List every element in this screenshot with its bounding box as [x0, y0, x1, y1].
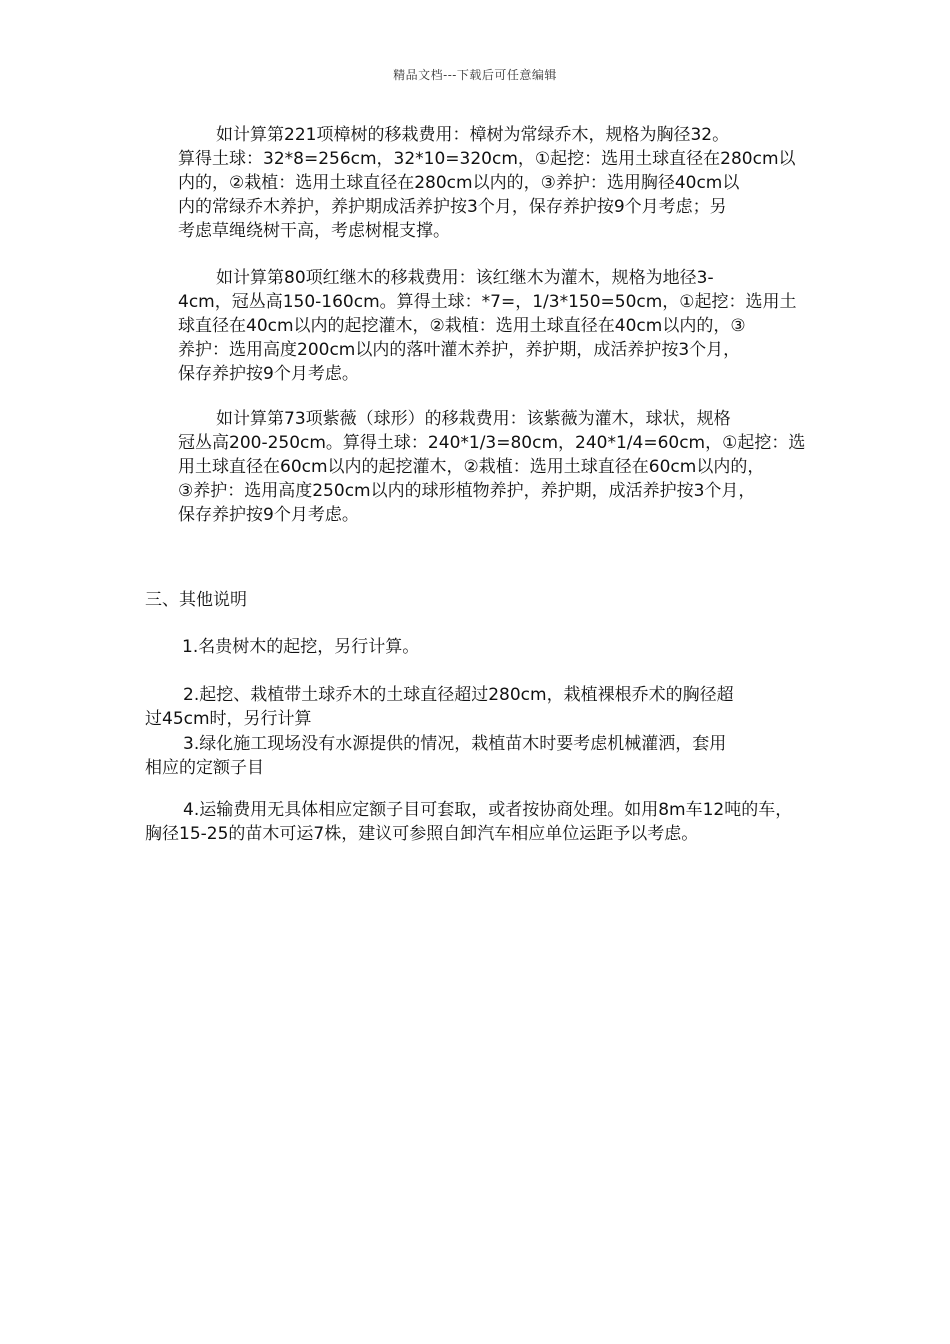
note-line: 相应的定额子目	[145, 758, 264, 778]
paragraph-line: ③养护：选用高度250cm以内的球形植物养护，养护期，成活养护按3个月，	[178, 481, 756, 501]
paragraph-line: 保存养护按9个月考虑。	[178, 505, 359, 525]
paragraph-line: 算得土球：32*8=256cm，32*10=320cm，①起挖：选用土球直径在280cm以	[178, 149, 796, 169]
paragraph-line: 如计算第73项紫薇（球形）的移栽费用：该紫薇为灌木，球状，规格	[216, 409, 731, 429]
paragraph-line: 保存养护按9个月考虑。	[178, 364, 359, 384]
example-paragraph-3	[178, 407, 805, 527]
note-1	[182, 635, 419, 659]
paragraph-line: 内的，②栽植：选用土球直径在280cm以内的，③养护：选用胸径40cm以	[178, 173, 740, 193]
paragraph-line: 用土球直径在60cm以内的起挖灌木，②栽植：选用土球直径在60cm以内的，	[178, 457, 765, 477]
note-4	[145, 798, 792, 846]
paragraph-line: 球直径在40cm以内的起挖灌木，②栽植：选用土球直径在40cm以内的，③	[178, 316, 746, 336]
example-paragraph-1	[178, 123, 796, 243]
paragraph-line: 内的常绿乔木养护，养护期成活养护按3个月，保存养护按9个月考虑；另	[178, 197, 727, 217]
note-line: 胸径15-25的苗木可运7株，建议可参照自卸汽车相应单位运距予以考虑。	[145, 824, 699, 844]
note-3	[145, 732, 726, 780]
paragraph-line: 如计算第221项樟树的移栽费用：樟树为常绿乔木，规格为胸径32。	[216, 125, 730, 145]
paragraph-line: 考虑草绳绕树干高，考虑树棍支撑。	[178, 221, 450, 241]
note-line: 4.运输费用无具体相应定额子目可套取，或者按协商处理。如用8m车12吨的车，	[183, 800, 793, 820]
note-line: 1.名贵树木的起挖，另行计算。	[182, 637, 420, 657]
page-header: 精品文档---下载后可任意编辑	[393, 68, 557, 82]
note-line: 过45cm时，另行计算	[145, 709, 312, 729]
note-2	[145, 683, 734, 731]
section-title: 三、其他说明	[145, 590, 247, 610]
paragraph-line: 4cm，冠丛高150-160cm。算得土球：*7=，1/3*150=50cm，①起挖：选用土	[178, 292, 797, 312]
note-line: 3.绿化施工现场没有水源提供的情况，栽植苗木时要考虑机械灌洒，套用	[183, 734, 727, 754]
example-paragraph-2	[178, 266, 797, 386]
paragraph-line: 如计算第80项红继木的移栽费用：该红继木为灌木，规格为地径3-	[216, 268, 714, 288]
paragraph-line: 冠丛高200-250cm。算得土球：240*1/3=80cm，240*1/4=60cm，①起挖：选	[178, 433, 806, 453]
note-line: 2.起挖、栽植带土球乔木的土球直径超过280cm，栽植裸根乔术的胸径超	[183, 685, 734, 705]
paragraph-line: 养护：选用高度200cm以内的落叶灌木养护，养护期，成活养护按3个月，	[178, 340, 741, 360]
